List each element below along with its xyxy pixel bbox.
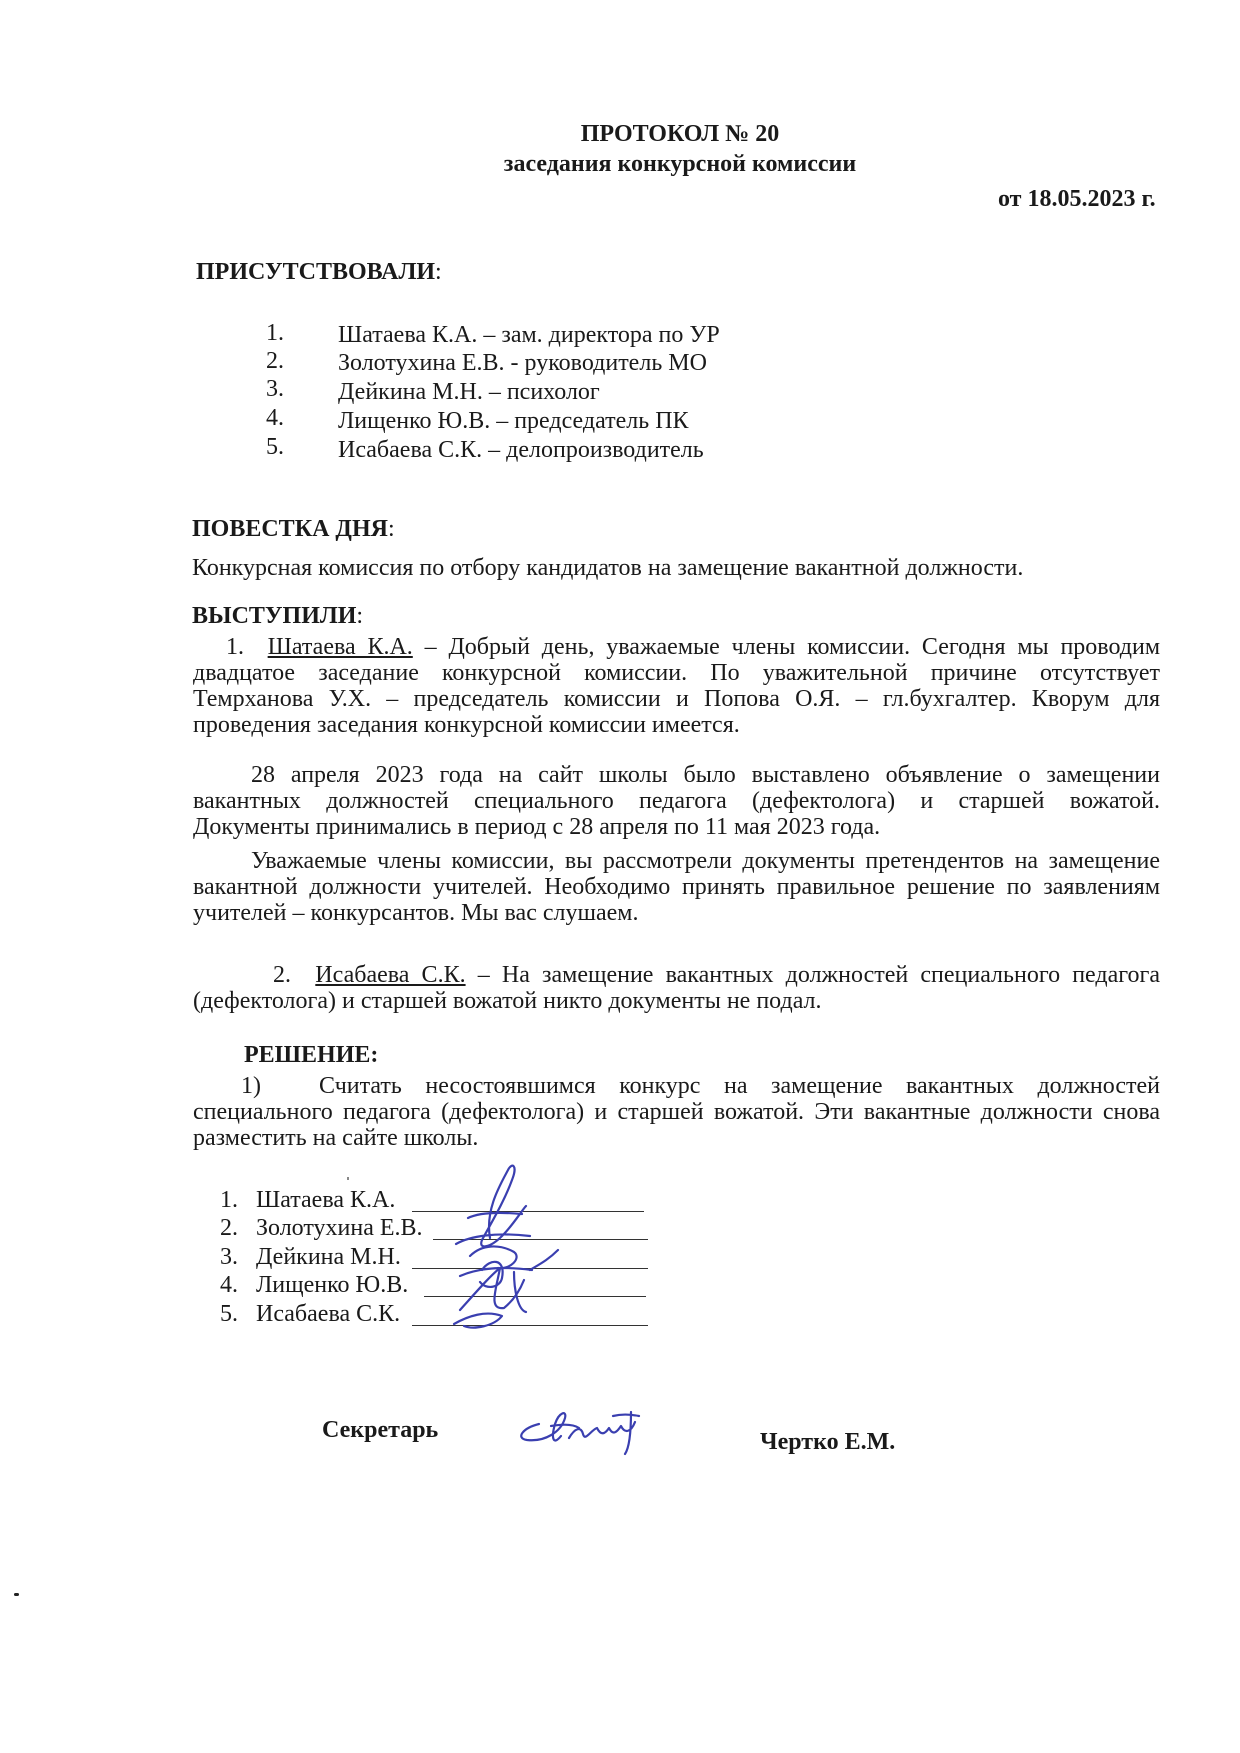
speaker-name: Исабаева С.К.	[315, 962, 466, 988]
present-item-num: 1.	[266, 320, 284, 346]
protocol-subtitle: заседания конкурсной комиссии	[503, 151, 857, 177]
present-item-num: 3.	[266, 376, 284, 402]
signature-num: 2.	[220, 1215, 238, 1241]
signature-name: Лищенко Ю.В.	[256, 1272, 409, 1298]
decision-text	[193, 1073, 1160, 1151]
speech-2-line: 2. Исабаева С.К. – На замещение вакантных должностей специального педагога	[273, 962, 1160, 988]
speech-1-line: 1. Шатаева К.А. – Добрый день, уважаемые члены комиссии. Сегодня мы проводим	[226, 634, 1161, 660]
speech-1	[193, 634, 1160, 738]
secretary-label: Секретарь	[322, 1417, 439, 1443]
present-item: Исабаева С.К. – делопроизводитель	[338, 437, 704, 463]
agenda-text: Конкурсная комиссия по отбору кандидатов на замещение вакантной должности.	[192, 555, 1024, 581]
decision-line: разместить на сайте школы.	[193, 1125, 479, 1151]
speech-1-paragraph-3	[193, 848, 1160, 926]
signature-num: 5.	[220, 1301, 238, 1327]
secretary-signature	[505, 1402, 655, 1452]
paragraph-line: вакантных должностей специального педагога (дефектолога) и старшей вожатой.	[193, 788, 1160, 814]
speech-2-line: (дефектолога) и старшей вожатой никто документы не подал.	[193, 988, 822, 1014]
present-item-num: 4.	[266, 405, 284, 431]
paragraph-line: вакантной должности учителей. Необходимо принять правильное решение по заявлениям	[193, 874, 1160, 900]
protocol-date: от 18.05.2023 г.	[998, 186, 1156, 212]
speeches-heading: ВЫСТУПИЛИ:	[192, 603, 364, 629]
present-item-num: 5.	[266, 434, 284, 460]
speech-1-line: двадцатое заседание конкурсной комиссии. По уважительной причине отсутствует	[193, 660, 1160, 686]
decision-line: специального педагога (дефектолога) и старшей вожатой. Эти вакантные должности снова	[193, 1099, 1160, 1125]
paragraph-line: Уважаемые члены комиссии, вы рассмотрели документы претендентов на замещение	[251, 848, 1160, 874]
scan-speck	[14, 1593, 19, 1596]
agenda-heading: ПОВЕСТКА ДНЯ:	[192, 516, 395, 542]
protocol-title: ПРОТОКОЛ № 20	[580, 121, 780, 147]
speech-1-line: проведения заседания конкурсной комиссии имеется.	[193, 712, 740, 738]
present-item: Дейкина М.Н. – психолог	[338, 379, 600, 405]
handwritten-signatures	[430, 1140, 570, 1340]
signature-name: Шатаева К.А.	[256, 1187, 396, 1213]
present-item: Лищенко Ю.В. – председатель ПК	[338, 408, 689, 434]
signature-name: Золотухина Е.В.	[256, 1215, 423, 1241]
decision-heading: РЕШЕНИЕ:	[244, 1042, 379, 1068]
speaker-name: Шатаева К.А.	[267, 634, 413, 660]
speech-2	[193, 962, 1160, 1014]
signature-name: Дейкина М.Н.	[256, 1244, 401, 1270]
paragraph-line: учителей – конкурсантов. Мы вас слушаем.	[193, 900, 639, 926]
speech-1-paragraph-2	[193, 762, 1160, 840]
signature-num: 1.	[220, 1187, 238, 1213]
present-item-num: 2.	[266, 348, 284, 374]
paragraph-line: 28 апреля 2023 года на сайт школы было выставлено объявление о замещении	[251, 762, 1160, 788]
present-item: Шатаева К.А. – зам. директора по УР	[338, 322, 720, 348]
scan-speck	[347, 1177, 349, 1180]
speech-1-line: Темрханова У.Х. – председатель комиссии и Попова О.Я. – гл.бухгалтер. Кворум для	[193, 686, 1160, 712]
signature-num: 4.	[220, 1272, 238, 1298]
signature-num: 3.	[220, 1244, 238, 1270]
decision-line: 1) Считать несостоявшимся конкурс на замещение вакантных должностей	[241, 1073, 1160, 1099]
secretary-name: Чертко Е.М.	[760, 1429, 896, 1455]
present-item: Золотухина Е.В. - руководитель МО	[338, 350, 707, 376]
paragraph-line: Документы принимались в период с 28 апреля по 11 мая 2023 года.	[193, 814, 881, 840]
present-heading: ПРИСУТСТВОВАЛИ:	[196, 259, 442, 285]
signature-name: Исабаева С.К.	[256, 1301, 401, 1327]
